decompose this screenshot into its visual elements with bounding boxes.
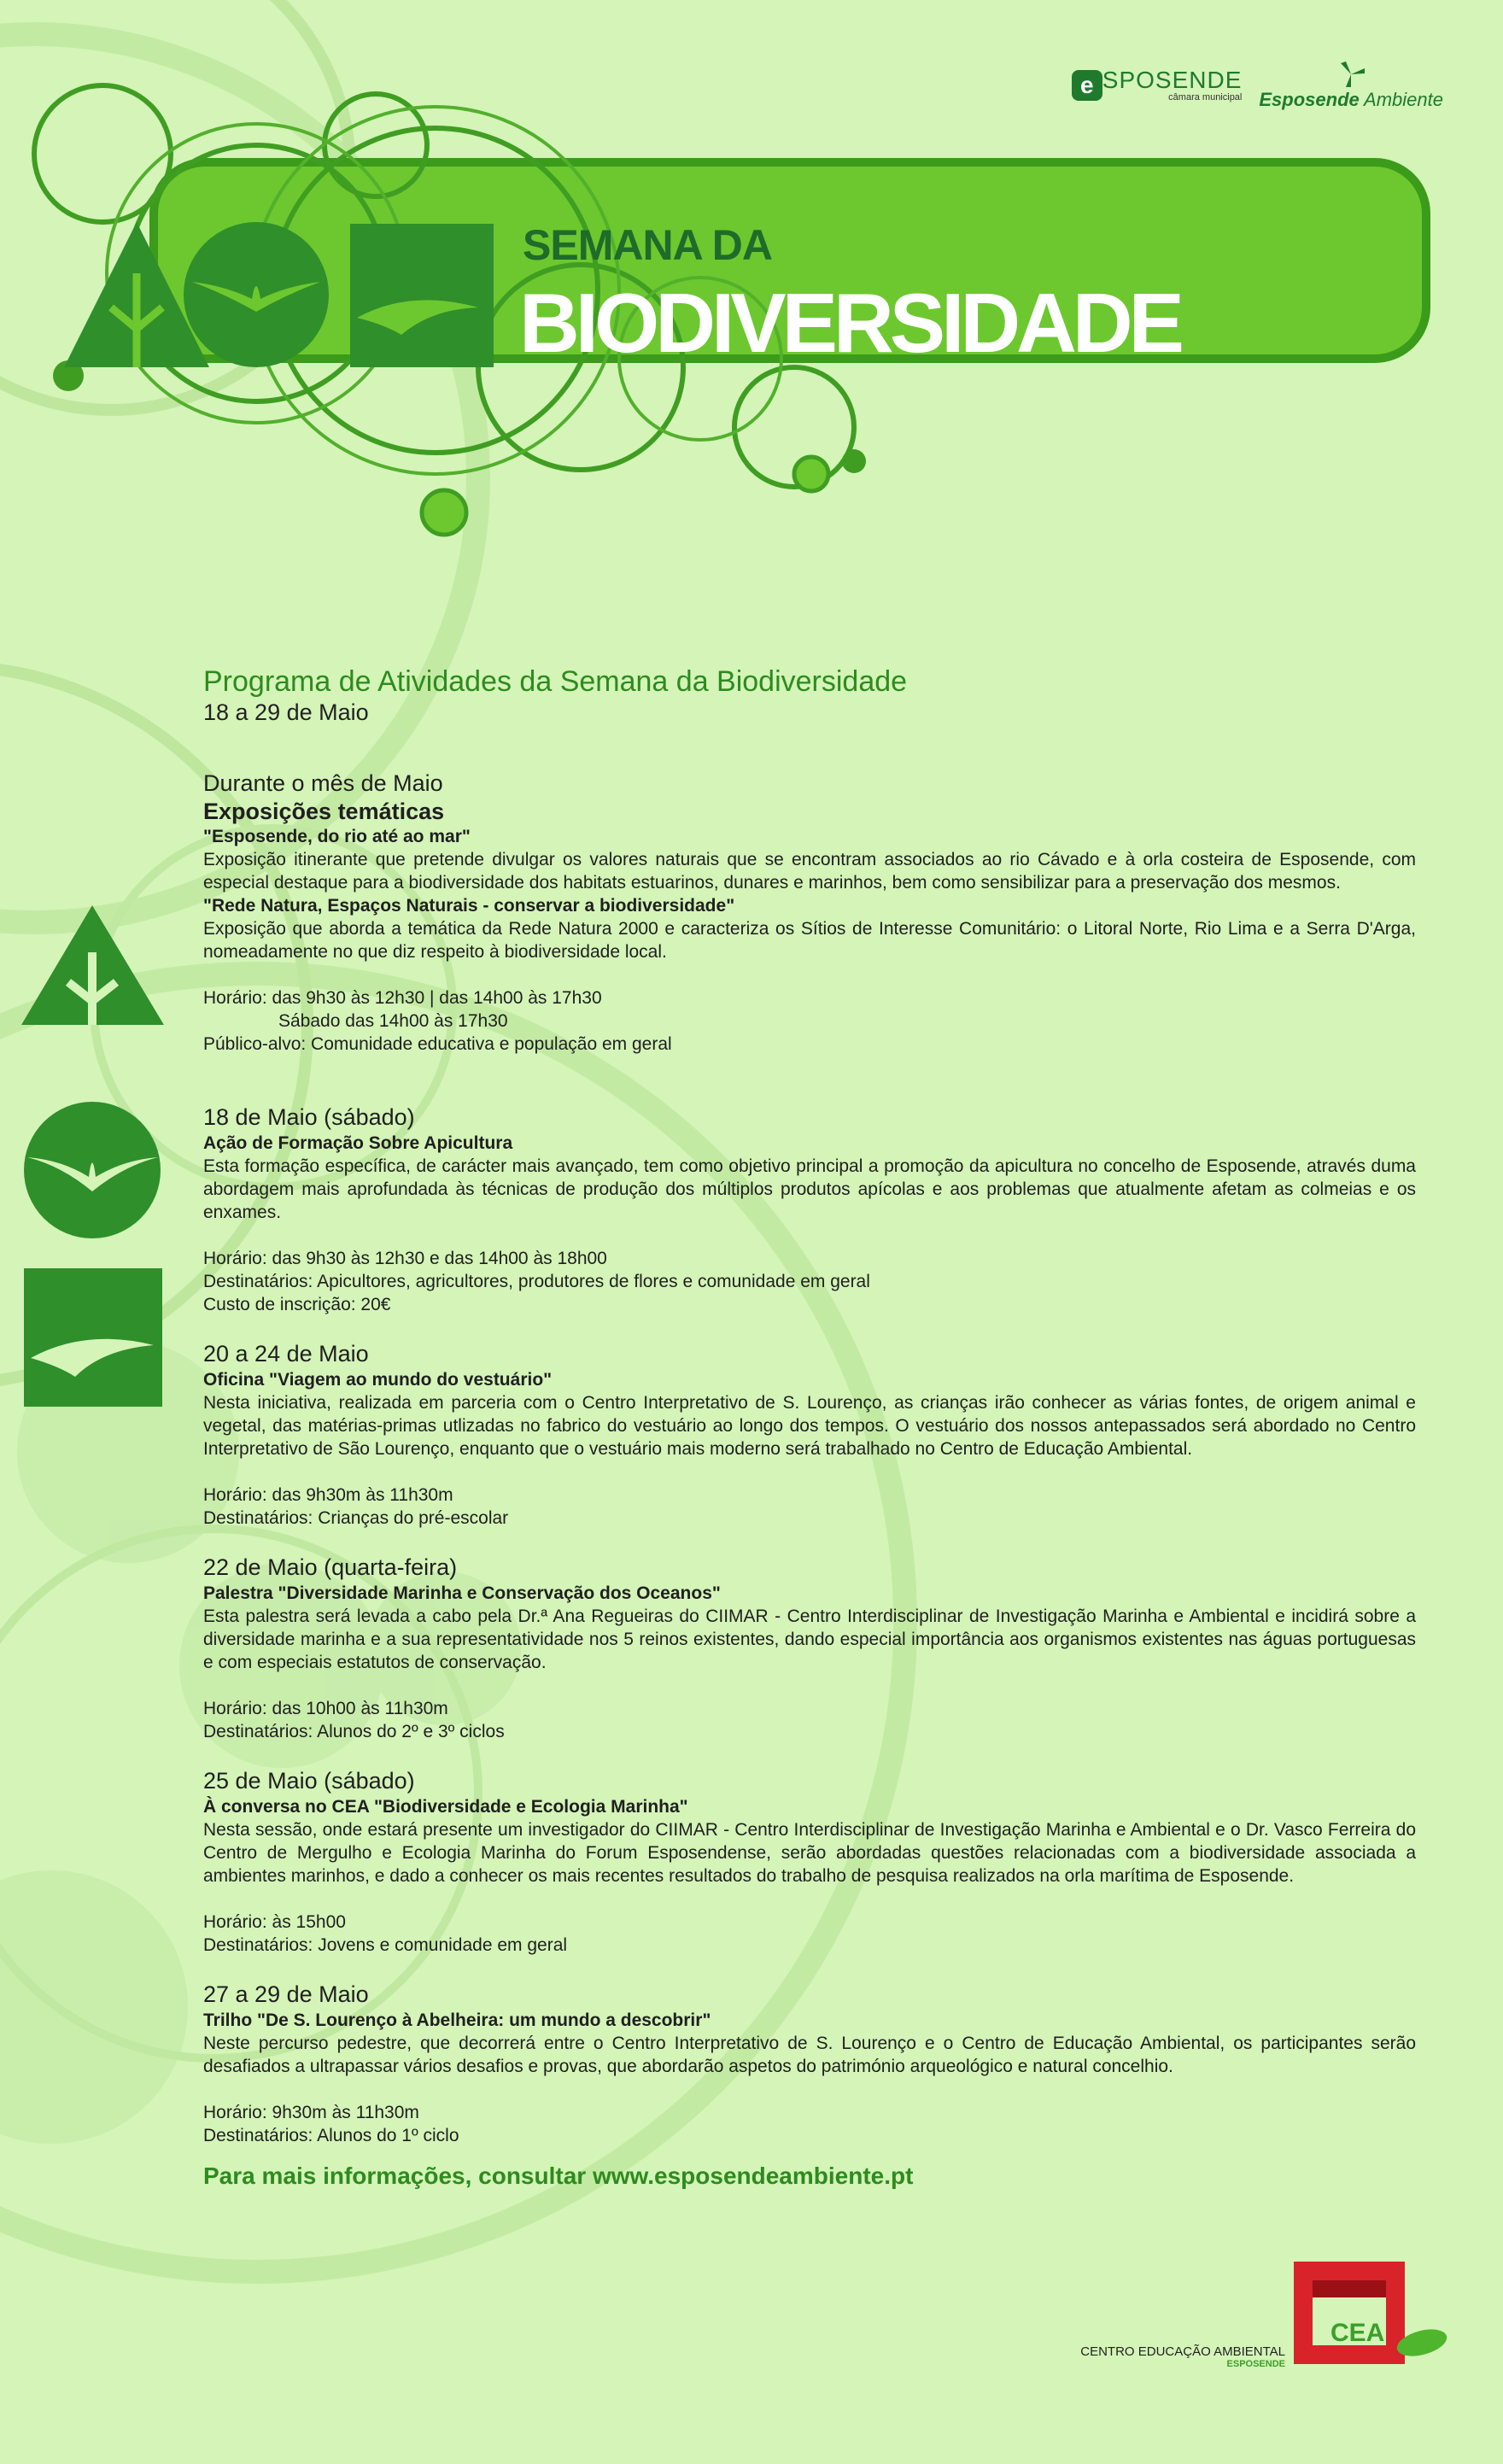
- event-audience: Destinatários: Crianças do pré-escolar: [203, 1508, 509, 1528]
- event-audience: Destinatários: Apicultores, agricultores, produtores de flores e comunidade em geral: [203, 1272, 870, 1291]
- event-apicultura: [203, 1103, 1416, 1316]
- event-description: Nesta sessão, onde estará presente um investigador do CIIMAR - Centro Interdisciplinar de Investigação Marinha e Ambiental e o Dr. Vasco Ferreira do Centro de Mergulho e Ecologia Marinha do Forum Esposendense, serão abordadas questões relacionadas com a biodiversidade associada a ambientes marinhos, e dado a conhecer os mais recentes resultados do trabalho de pesquisa realizados na orla marítima de Esposende.: [203, 1820, 1416, 1886]
- program-dates: 18 a 29 de Maio: [203, 699, 369, 725]
- event-date: 22 de Maio (quarta-feira): [203, 1554, 458, 1580]
- banner-title-line2: BIODIVERSIDADE: [519, 276, 1181, 370]
- event-description: Esta formação específica, de carácter mais avançado, tem como objetivo principal a promoção da apicultura no concelho de Esposende, através duma abordagem mais aprofundada às técnicas de produção dos múltiplos produtos apícolas e aos problemas que atualmente afetam as colmeias e os enxames.: [203, 1156, 1416, 1222]
- event-fee: Custo de inscrição: 20€: [203, 1295, 391, 1314]
- event-palestra: [203, 1553, 1416, 1743]
- event-conversa: [203, 1766, 1416, 1957]
- event-date: 20 a 24 de Maio: [203, 1341, 369, 1367]
- esposende-logo: [1072, 68, 1243, 102]
- event-schedule: Horário: das 10h00 às 11h30m: [203, 1699, 448, 1718]
- section-date: Durante o mês de Maio: [203, 770, 443, 796]
- program-title: Programa de Atividades da Semana da Biodiversidade: [203, 665, 908, 698]
- exhibition-title: "Rede Natura, Espaços Naturais - conservar a biodiversidade": [203, 896, 735, 916]
- windmill-icon: [1334, 60, 1368, 89]
- event-trilho: [203, 1980, 1416, 2147]
- section-maio: [203, 769, 1416, 1056]
- more-info-link[interactable]: Para mais informações, consultar www.esposendeambiente.pt: [203, 2163, 914, 2189]
- banner-title-line1: SEMANA DA: [523, 221, 772, 269]
- audience: Público-alvo: Comunidade educativa e população em geral: [203, 1034, 672, 1054]
- schedule-saturday: Sábado das 14h00 às 17h30: [278, 1011, 508, 1031]
- event-title: Trilho "De S. Lourenço à Abelheira: um mundo a descobrir": [203, 2010, 711, 2030]
- esposende-sub: câmara municipal: [1168, 92, 1243, 102]
- event-date: 27 a 29 de Maio: [203, 1981, 369, 2007]
- event-title: Oficina "Viagem ao mundo do vestuário": [203, 1370, 553, 1390]
- schedule: Horário: das 9h30 às 12h30 | das 14h00 às 17h30: [203, 988, 602, 1008]
- header-logos: [1072, 60, 1443, 111]
- exhibition-description: Exposição que aborda a temática da Rede Natura 2000 e caracteriza os Sítios de Interesse Comunitário: o Litoral Norte, Rio Lima e a Serra D'Arga, nomeadamente no que diz respeito à biodiversidade local.: [203, 919, 1416, 962]
- cea-mark: CEA: [1330, 2319, 1385, 2347]
- esposende-mark: e: [1072, 70, 1102, 101]
- event-description: Nesta iniciativa, realizada em parceria com o Centro Interpretativo de S. Lourenço, as crianças irão conhecer as várias fontes, de origem animal e vegetal, das matérias-primas utlizadas no fabrico do vestuário ao longo dos tempos. O vestuário dos nossos antepassados será abordado no Centro Interpretativo de São Lourenço, enquanto que o vestuário mais moderno será trabalhado no Centro de Educação Ambiental.: [203, 1393, 1416, 1459]
- event-audience: Destinatários: Alunos do 1º ciclo: [203, 2126, 459, 2145]
- event-date: 25 de Maio (sábado): [203, 1768, 415, 1794]
- event-schedule: Horário: das 9h30m às 11h30m: [203, 1485, 453, 1505]
- event-audience: Destinatários: Jovens e comunidade em geral: [203, 1935, 568, 1955]
- cea-name: CENTRO EDUCAÇÃO AMBIENTAL: [1080, 2344, 1285, 2359]
- program-content: [203, 664, 1416, 2187]
- event-description: Neste percurso pedestre, que decorrerá entre o Centro Interpretativo de S. Lourenço e o Centro de Educação Ambiental, os participantes serão desafiados a ultrapassar vários desafios e provas, que abordarão aspetos do património arqueológico e natural concelhio.: [203, 2034, 1416, 2076]
- event-audience: Destinatários: Alunos do 2º e 3º ciclos: [203, 1722, 505, 1741]
- event-title: Palestra "Diversidade Marinha e Conservação dos Oceanos": [203, 1583, 721, 1603]
- cea-logo: [1050, 2255, 1426, 2374]
- exhibition-description: Exposição itinerante que pretende divulgar os valores naturais que se encontram associados ao rio Cávado e à orla costeira de Esposende, com especial destaque para a biodiversidade dos habitats estuarinos, dunares e marinhos, bem como sensibilizar para a preservação dos mesmos.: [203, 850, 1416, 893]
- esposende-name: SPOSENDE: [1102, 67, 1243, 93]
- esposende-ambiente-logo: [1259, 60, 1443, 111]
- event-oficina: [203, 1339, 1416, 1530]
- exhibition-title: "Esposende, do rio até ao mar": [203, 827, 471, 846]
- ambiente-name-rest: Ambiente: [1359, 89, 1443, 110]
- section-heading: Exposições temáticas: [203, 799, 445, 824]
- ambiente-name-bold: Esposende: [1259, 89, 1360, 110]
- cea-subtitle: ESPOSENDE: [1226, 2359, 1285, 2369]
- event-schedule: Horário: 9h30m às 11h30m: [203, 2103, 419, 2122]
- event-title: Ação de Formação Sobre Apicultura: [203, 1133, 513, 1153]
- event-title: À conversa no CEA "Biodiversidade e Ecologia Marinha": [203, 1797, 688, 1817]
- event-schedule: Horário: das 9h30 às 12h30 e das 14h00 às 18h00: [203, 1249, 607, 1268]
- event-description: Esta palestra será levada a cabo pela Dr.ª Ana Regueiras do CIIMAR - Centro Interdisciplinar de Investigação Marinha e Ambiental e incidirá sobre a diversidade marinha e a sua representatividade nos 5 reinos existentes, dando especial importância aos organismos existentes nas águas portuguesas e com especiais estatutos de conservação.: [203, 1607, 1416, 1672]
- event-date: 18 de Maio (sábado): [203, 1104, 415, 1130]
- event-schedule: Horário: às 15h00: [203, 1912, 346, 1932]
